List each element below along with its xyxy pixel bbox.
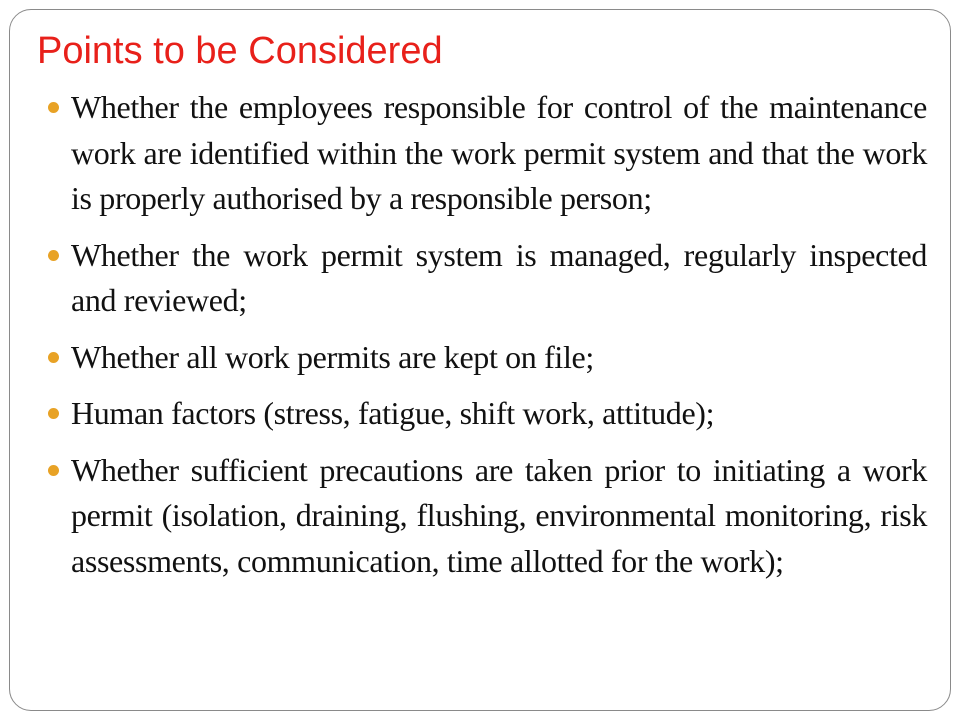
- bullet-dot-icon: [48, 408, 59, 419]
- bullet-text: Whether sufficient precautions are taken prior to initiating a work permit (isolation, draining, flushing, environmental monitoring, risk assessments, communication, time allotted for the work);: [71, 451, 927, 579]
- bullet-dot-icon: [48, 102, 59, 113]
- bullet-dot-icon: [48, 465, 59, 476]
- bullet-text: Whether the work permit system is managed, regularly inspected and reviewed;: [71, 236, 927, 318]
- bullet-item: [45, 391, 927, 437]
- bullet-dot-icon: [48, 250, 59, 261]
- bullet-list: [45, 85, 927, 595]
- bullet-item: [45, 233, 927, 324]
- slide-title: Points to be Considered: [37, 30, 443, 72]
- bullet-item: [45, 448, 927, 585]
- bullet-text: Whether all work permits are kept on file;: [71, 338, 594, 375]
- bullet-item: [45, 335, 927, 381]
- bullet-text: Whether the employees responsible for control of the maintenance work are identified within the work permit system and that the work is properly authorised by a responsible person;: [71, 89, 927, 216]
- bullet-text: Human factors (stress, fatigue, shift work, attitude);: [71, 395, 715, 431]
- bullet-dot-icon: [48, 352, 59, 363]
- bullet-item: [45, 85, 927, 222]
